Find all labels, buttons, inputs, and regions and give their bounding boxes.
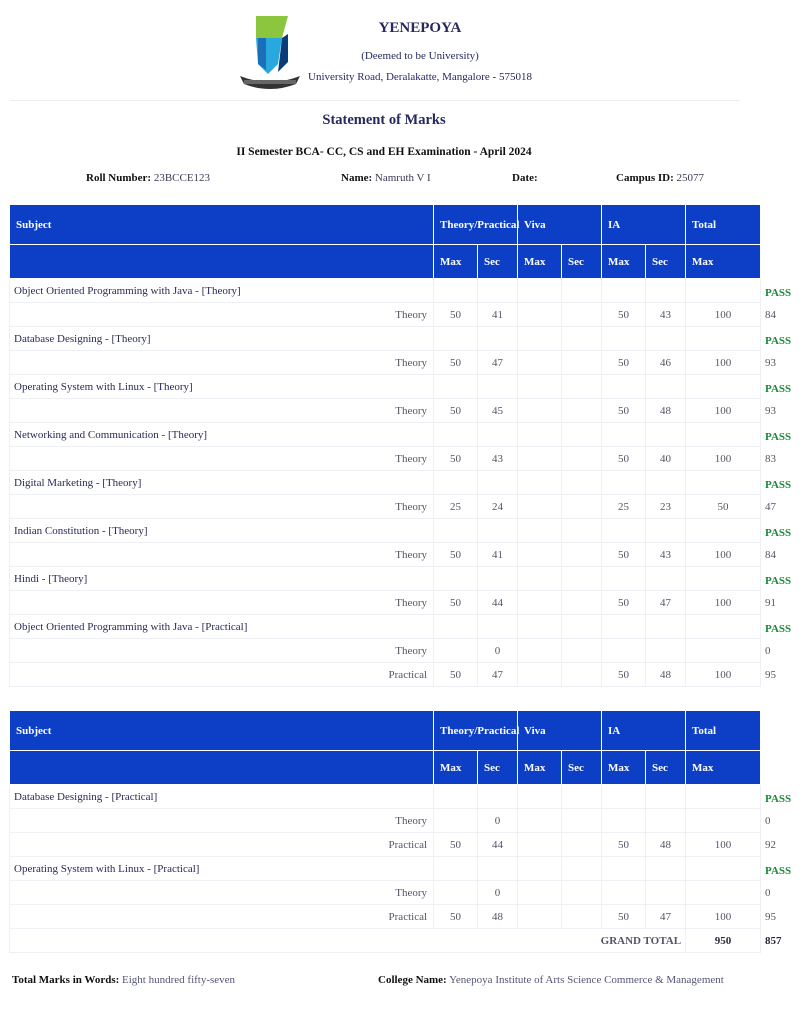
- mark-tp-max: 50: [434, 591, 478, 615]
- roll-number: [86, 172, 210, 184]
- subject-row: Hindi - [Theory] PASS: [10, 567, 761, 591]
- col-header-max: Max: [602, 751, 646, 785]
- empty-cell: [602, 615, 646, 639]
- component-label: Theory: [10, 399, 434, 423]
- marks-row: Theory 50 43 50 40 100 83: [10, 447, 761, 471]
- empty-cell: [478, 279, 518, 303]
- mark-tp-sec: 47: [478, 351, 518, 375]
- empty-cell: [602, 375, 646, 399]
- mark-viva-sec: [562, 639, 602, 663]
- mark-ia-max: 50: [602, 303, 646, 327]
- empty-cell: [686, 279, 761, 303]
- mark-total-max: [686, 639, 761, 663]
- col-header-viva: Viva: [518, 205, 602, 245]
- col-header-sec: Sec: [562, 245, 602, 279]
- col-header-max: Max: [518, 751, 562, 785]
- subject-name: Hindi - [Theory]: [10, 567, 434, 591]
- marks-row: Theory 50 41 50 43 100 84: [10, 303, 761, 327]
- mark-viva-max: [518, 543, 562, 567]
- empty-cell: [686, 519, 761, 543]
- mark-total-max: 100: [686, 399, 761, 423]
- col-header-sec: Sec: [646, 751, 686, 785]
- empty-cell: [646, 471, 686, 495]
- mark-viva-max: [518, 663, 562, 687]
- component-label: Theory: [10, 303, 434, 327]
- col-header-subject: Subject: [10, 205, 434, 245]
- empty-cell: [562, 279, 602, 303]
- mark-viva-sec: [562, 447, 602, 471]
- mark-tp-max: 50: [434, 905, 478, 929]
- mark-viva-sec: [562, 351, 602, 375]
- mark-tp-max: 50: [434, 303, 478, 327]
- empty-cell: [562, 423, 602, 447]
- mark-tp-sec: 48: [478, 905, 518, 929]
- mark-viva-sec: [562, 543, 602, 567]
- empty-cell: [562, 567, 602, 591]
- empty-cell: [562, 615, 602, 639]
- mark-ia-max: [602, 639, 646, 663]
- component-label: Practical: [10, 905, 434, 929]
- empty-cell: [434, 567, 478, 591]
- date-label: Date:: [512, 172, 538, 184]
- roll-number-label: Roll Number:: [86, 172, 152, 184]
- grand-total-label: GRAND TOTAL: [10, 929, 686, 953]
- campus-id: [616, 172, 704, 184]
- mark-viva-sec: [562, 399, 602, 423]
- empty-cell: [434, 423, 478, 447]
- mark-tp-sec: 44: [478, 833, 518, 857]
- col-header-theory-practical: Theory/Practical: [434, 205, 518, 245]
- empty-cell: [562, 375, 602, 399]
- mark-total-max: 100: [686, 351, 761, 375]
- mark-ia-max: 25: [602, 495, 646, 519]
- subject-name: Operating System with Linux - [Theory]: [10, 375, 434, 399]
- empty-cell: [518, 857, 562, 881]
- empty-cell: [518, 375, 562, 399]
- empty-cell: [478, 423, 518, 447]
- subject-name: Database Designing - [Practical]: [10, 785, 434, 809]
- mark-viva-sec: [562, 905, 602, 929]
- empty-cell: [602, 857, 646, 881]
- mark-viva-sec: [562, 663, 602, 687]
- component-label: Theory: [10, 639, 434, 663]
- col-header-max: Max: [434, 245, 478, 279]
- subject-row: Object Oriented Programming with Java - [Theory] PASS: [10, 279, 761, 303]
- subheader-row: Max Sec Max Sec Max Sec Max Sec: [10, 245, 761, 279]
- university-name: YENEPOYA: [378, 20, 462, 36]
- mark-ia-sec: 48: [646, 833, 686, 857]
- empty-cell: [602, 785, 646, 809]
- mark-viva-max: [518, 399, 562, 423]
- empty-cell: [602, 279, 646, 303]
- empty-cell: [686, 423, 761, 447]
- university-address: University Road, Deralakatte, Mangalore - 575018: [308, 71, 532, 83]
- empty-cell: [478, 519, 518, 543]
- subject-row: Networking and Communication - [Theory] PASS: [10, 423, 761, 447]
- total-marks-in-words: [12, 974, 235, 986]
- empty-cell: [646, 615, 686, 639]
- mark-ia-sec: [646, 639, 686, 663]
- marks-row: Theory 50 47 50 46 100 93: [10, 351, 761, 375]
- mark-total-max: 100: [686, 905, 761, 929]
- subject-name: Digital Marketing - [Theory]: [10, 471, 434, 495]
- col-header-max: Max: [686, 751, 761, 785]
- empty-cell: [478, 327, 518, 351]
- subject-name: Indian Constitution - [Theory]: [10, 519, 434, 543]
- empty-cell: [646, 519, 686, 543]
- empty-cell: [646, 279, 686, 303]
- col-header-max: Max: [686, 245, 761, 279]
- col-header-total: Total: [686, 711, 761, 751]
- mark-ia-sec: 47: [646, 591, 686, 615]
- subheader-blank: [10, 245, 434, 279]
- mark-total-max: [686, 809, 761, 833]
- mark-tp-sec: 0: [478, 881, 518, 905]
- component-label: Practical: [10, 833, 434, 857]
- mark-ia-sec: 48: [646, 663, 686, 687]
- empty-cell: [686, 567, 761, 591]
- mark-tp-sec: 0: [478, 639, 518, 663]
- empty-cell: [562, 785, 602, 809]
- header-row: Subject Theory/Practical Viva IA Total Remarks: [10, 205, 761, 245]
- subheader-blank: [10, 751, 434, 785]
- component-label: Theory: [10, 543, 434, 567]
- mark-total-max: 50: [686, 495, 761, 519]
- empty-cell: [646, 375, 686, 399]
- empty-cell: [518, 785, 562, 809]
- university-subtitle: (Deemed to be University): [361, 50, 479, 62]
- empty-cell: [518, 327, 562, 351]
- empty-cell: [686, 327, 761, 351]
- mark-total-max: 100: [686, 303, 761, 327]
- college-name: [378, 974, 724, 986]
- empty-cell: [518, 519, 562, 543]
- mark-ia-max: 50: [602, 399, 646, 423]
- col-header-sec: Sec: [646, 245, 686, 279]
- empty-cell: [646, 423, 686, 447]
- col-header-sec: Sec: [562, 751, 602, 785]
- component-label: Theory: [10, 495, 434, 519]
- mark-ia-sec: 43: [646, 303, 686, 327]
- col-header-max: Max: [518, 245, 562, 279]
- marks-row: Practical 50 48 50 47 100 95: [10, 905, 761, 929]
- mark-viva-sec: [562, 833, 602, 857]
- col-header-sec: Sec: [478, 245, 518, 279]
- component-label: Theory: [10, 351, 434, 375]
- empty-cell: [478, 857, 518, 881]
- grand-total-row: GRAND TOTAL 950 857: [10, 929, 761, 953]
- exam-title: II Semester BCA- CC, CS and EH Examination - April 2024: [236, 146, 532, 158]
- component-label: Theory: [10, 809, 434, 833]
- mark-ia-sec: 40: [646, 447, 686, 471]
- col-header-theory-practical: Theory/Practical: [434, 711, 518, 751]
- mark-ia-max: 50: [602, 543, 646, 567]
- college-label: College Name:: [378, 974, 447, 986]
- campus-id-value: 25077: [676, 172, 705, 184]
- mark-viva-sec: [562, 881, 602, 905]
- mark-ia-max: 50: [602, 833, 646, 857]
- mark-tp-max: [434, 881, 478, 905]
- empty-cell: [518, 567, 562, 591]
- mark-ia-sec: [646, 809, 686, 833]
- empty-cell: [434, 785, 478, 809]
- col-header-subject: Subject: [10, 711, 434, 751]
- mark-ia-sec: 47: [646, 905, 686, 929]
- marks-row: Theory 0 0: [10, 881, 761, 905]
- mark-tp-sec: 44: [478, 591, 518, 615]
- mark-ia-max: 50: [602, 591, 646, 615]
- subheader-row: Max Sec Max Sec Max Sec Max Sec: [10, 751, 761, 785]
- subject-row: Database Designing - [Theory] PASS: [10, 327, 761, 351]
- subject-row: Operating System with Linux - [Theory] PASS: [10, 375, 761, 399]
- subject-row: Operating System with Linux - [Practical] PASS: [10, 857, 761, 881]
- marks-row: Theory 50 44 50 47 100 91: [10, 591, 761, 615]
- empty-cell: [478, 615, 518, 639]
- subject-row: Digital Marketing - [Theory] PASS: [10, 471, 761, 495]
- mark-tp-max: [434, 809, 478, 833]
- document-header: [0, 0, 768, 100]
- empty-cell: [602, 567, 646, 591]
- empty-cell: [434, 279, 478, 303]
- col-header-viva: Viva: [518, 711, 602, 751]
- mark-viva-max: [518, 905, 562, 929]
- empty-cell: [434, 615, 478, 639]
- mark-viva-max: [518, 639, 562, 663]
- mark-tp-max: 50: [434, 833, 478, 857]
- mark-tp-sec: 41: [478, 543, 518, 567]
- empty-cell: [602, 327, 646, 351]
- exam-date: [512, 172, 538, 184]
- empty-cell: [434, 327, 478, 351]
- empty-cell: [562, 471, 602, 495]
- mark-ia-max: 50: [602, 447, 646, 471]
- mark-viva-sec: [562, 303, 602, 327]
- words-label: Total Marks in Words:: [12, 974, 120, 986]
- mark-viva-max: [518, 881, 562, 905]
- mark-viva-max: [518, 809, 562, 833]
- campus-id-label: Campus ID:: [616, 172, 674, 184]
- mark-tp-sec: 47: [478, 663, 518, 687]
- mark-ia-sec: 23: [646, 495, 686, 519]
- empty-cell: [602, 471, 646, 495]
- mark-tp-max: 50: [434, 351, 478, 375]
- empty-cell: [646, 327, 686, 351]
- col-header-max: Max: [602, 245, 646, 279]
- mark-total-max: 100: [686, 447, 761, 471]
- marks-row: Theory 50 41 50 43 100 84: [10, 543, 761, 567]
- mark-tp-max: 50: [434, 399, 478, 423]
- university-logo: [238, 14, 302, 92]
- empty-cell: [478, 567, 518, 591]
- subject-row: Database Designing - [Practical] PASS: [10, 785, 761, 809]
- mark-total-max: 100: [686, 591, 761, 615]
- words-value: Eight hundred fifty-seven: [122, 974, 236, 986]
- mark-tp-sec: 41: [478, 303, 518, 327]
- header-divider: [10, 100, 740, 101]
- mark-ia-sec: 48: [646, 399, 686, 423]
- empty-cell: [562, 327, 602, 351]
- empty-cell: [686, 471, 761, 495]
- empty-cell: [434, 375, 478, 399]
- mark-total-max: 100: [686, 833, 761, 857]
- empty-cell: [518, 279, 562, 303]
- col-header-ia: IA: [602, 711, 686, 751]
- mark-tp-sec: 0: [478, 809, 518, 833]
- mark-ia-max: 50: [602, 351, 646, 375]
- empty-cell: [434, 471, 478, 495]
- empty-cell: [478, 471, 518, 495]
- col-header-max: Max: [434, 751, 478, 785]
- student-name: [341, 172, 431, 184]
- empty-cell: [686, 857, 761, 881]
- empty-cell: [478, 375, 518, 399]
- marks-table-1: [9, 204, 810, 687]
- marks-row: Practical 50 47 50 48 100 95: [10, 663, 761, 687]
- empty-cell: [434, 857, 478, 881]
- mark-tp-sec: 45: [478, 399, 518, 423]
- mark-viva-max: [518, 495, 562, 519]
- component-label: Practical: [10, 663, 434, 687]
- marks-row: Theory 50 45 50 48 100 93: [10, 399, 761, 423]
- mark-ia-sec: 46: [646, 351, 686, 375]
- mark-total-max: 100: [686, 663, 761, 687]
- mark-ia-sec: 43: [646, 543, 686, 567]
- component-label: Theory: [10, 881, 434, 905]
- empty-cell: [602, 423, 646, 447]
- mark-viva-max: [518, 833, 562, 857]
- component-label: Theory: [10, 447, 434, 471]
- mark-viva-max: [518, 351, 562, 375]
- mark-tp-max: 50: [434, 663, 478, 687]
- mark-ia-max: 50: [602, 663, 646, 687]
- empty-cell: [562, 857, 602, 881]
- mark-ia-max: 50: [602, 905, 646, 929]
- empty-cell: [646, 567, 686, 591]
- marks-row: Theory 0 0: [10, 639, 761, 663]
- college-value: Yenepoya Institute of Arts Science Commerce & Management: [449, 974, 724, 986]
- mark-total-max: 100: [686, 543, 761, 567]
- grand-total-max: 950: [686, 929, 761, 953]
- student-name-value: Namruth V I: [374, 172, 431, 184]
- mark-ia-max: [602, 881, 646, 905]
- subject-name: Networking and Communication - [Theory]: [10, 423, 434, 447]
- mark-tp-max: 50: [434, 447, 478, 471]
- mark-ia-sec: [646, 881, 686, 905]
- mark-viva-sec: [562, 809, 602, 833]
- component-label: Theory: [10, 591, 434, 615]
- col-header-ia: IA: [602, 205, 686, 245]
- mark-ia-max: [602, 809, 646, 833]
- subject-row: Indian Constitution - [Theory] PASS: [10, 519, 761, 543]
- mark-viva-sec: [562, 495, 602, 519]
- empty-cell: [518, 423, 562, 447]
- empty-cell: [518, 471, 562, 495]
- document-title: Statement of Marks: [322, 112, 446, 128]
- empty-cell: [602, 519, 646, 543]
- mark-tp-sec: 43: [478, 447, 518, 471]
- header-row: Subject Theory/Practical Viva IA Total Remarks: [10, 711, 761, 751]
- empty-cell: [686, 615, 761, 639]
- subject-name: Object Oriented Programming with Java - [Practical]: [10, 615, 434, 639]
- empty-cell: [478, 785, 518, 809]
- mark-tp-max: 25: [434, 495, 478, 519]
- mark-tp-sec: 24: [478, 495, 518, 519]
- subject-name: Object Oriented Programming with Java - [Theory]: [10, 279, 434, 303]
- subject-name: Operating System with Linux - [Practical]: [10, 857, 434, 881]
- mark-viva-max: [518, 447, 562, 471]
- mark-tp-max: 50: [434, 543, 478, 567]
- mark-viva-sec: [562, 591, 602, 615]
- empty-cell: [646, 857, 686, 881]
- empty-cell: [518, 615, 562, 639]
- marks-row: Theory 25 24 25 23 50 47: [10, 495, 761, 519]
- marks-row: Theory 0 0: [10, 809, 761, 833]
- mark-viva-max: [518, 591, 562, 615]
- marks-row: Practical 50 44 50 48 100 92: [10, 833, 761, 857]
- empty-cell: [434, 519, 478, 543]
- mark-tp-max: [434, 639, 478, 663]
- marks-table-2: [9, 710, 810, 953]
- empty-cell: [686, 375, 761, 399]
- empty-cell: [562, 519, 602, 543]
- empty-cell: [646, 785, 686, 809]
- subject-name: Database Designing - [Theory]: [10, 327, 434, 351]
- col-header-sec: Sec: [478, 751, 518, 785]
- mark-total-max: [686, 881, 761, 905]
- student-name-label: Name:: [341, 172, 373, 184]
- empty-cell: [686, 785, 761, 809]
- mark-viva-max: [518, 303, 562, 327]
- subject-row: Object Oriented Programming with Java - [Practical] PASS: [10, 615, 761, 639]
- col-header-total: Total: [686, 205, 761, 245]
- roll-number-value: 23BCCE123: [153, 172, 211, 184]
